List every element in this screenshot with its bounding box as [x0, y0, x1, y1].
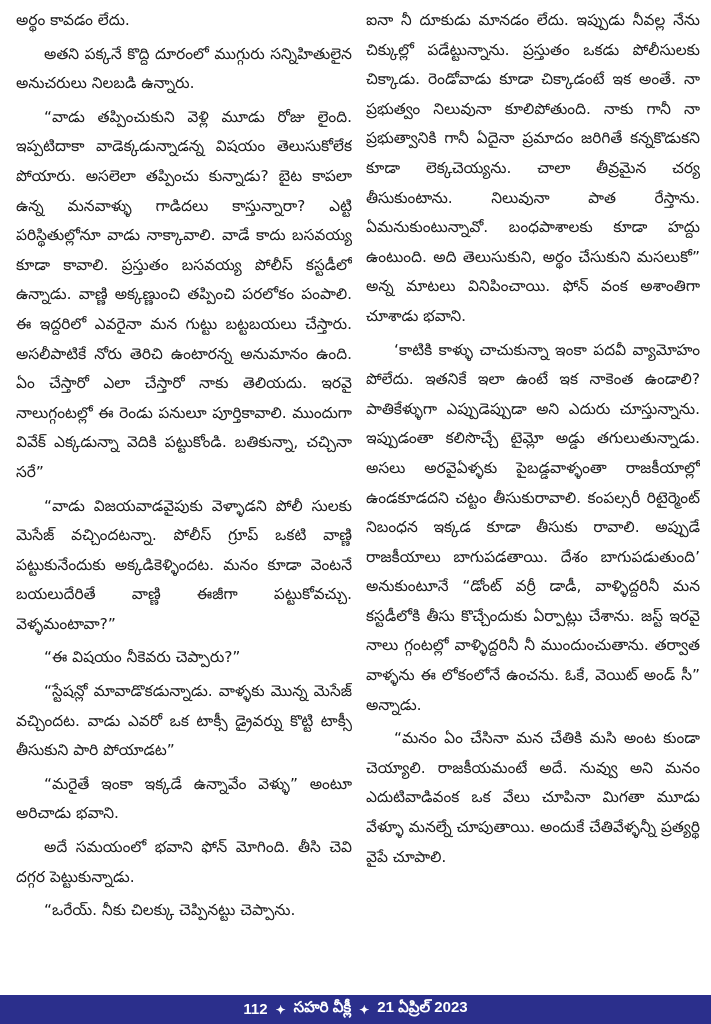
paragraph: “వాడు విజయవాడవైపుకు వెళ్ళాడని పోలీ సులకు మెసేజ్ వచ్చిందటన్నా. పోలీస్ గ్రూప్ ఒకటి వాణ్ణి పట్టుకునేందుకు అక్కడికెళ్ళిందట. మనం కూడా వెంటనే బయలుదేరితే వాణ్ణి ఈజీగా పట్టుకోవచ్చు. వెళ్ళమంటావా?”	[16, 496, 352, 633]
paragraph: అతని పక్కనే కొద్ది దూరంలో ముగ్గురు సన్నిహితులైన అనుచరులు నిలబడి ఉన్నారు.	[16, 44, 352, 93]
paragraph: “మనం ఏం చేసినా మన చేతికి మసి అంట కుండా చెయ్యాలి. రాజకీయమంటే అదే. నువ్వు అని మనం ఎదుటివాడివంక ఒక వేలు చూపినా మిగతా మూడు వేళ్ళూ మనల్నే చూపుతాయి. అందుకే చేతివేళ్ళన్నీ ప్రత్యర్థి వైపే చూపాలి.	[366, 729, 700, 866]
paragraph: “వాడు తప్పించుకుని వెళ్లి మూడు రోజు లైంది. ఇప్పటిదాకా వాడెక్కడున్నాడన్న విషయం తెలుసుకోలేక పోయారు. అసలెలా తప్పించు కున్నాడు? బైట కాపలా ఉన్న మనవాళ్ళు గాడిదలు కాస్తున్నారా? ఎట్టి పరిస్థితుల్లోనూ వాడు నాక్కావాలి. వాడే కాదు బసవయ్య కూడా కావాలి. ప్రస్తుతం బసవయ్య పోలీస్ కస్టడీలో ఉన్నాడు. వాణ్ణి అక్కణ్ణుంచి తప్పించి పరలోకం పంపాలి. ఈ ఇద్దరిలో ఎవరైనా మన గుట్టు బట్టబయలు చేస్తారు. అసలీపాటికే నోరు తెరిచి ఉంటారన్న అనుమానం ఉంది. ఏం చేస్తారో ఎలా చేస్తారో నాకు తెలియదు. ఇరవై నాలుగ్గంటల్లో ఈ రెండు పనులూ పూర్తికావాలి. ముందుగా వివేక్ ఎక్కడున్నా వెదికి పట్టుకోండి. బతికున్నా, చచ్చినా సరే”	[16, 107, 352, 481]
paragraph: ఐనా నీ దూకుడు మానడం లేదు. ఇప్పుడు నీవల్ల నేను చిక్కుల్లో పడేట్టున్నాను. ప్రస్తుతం ఒకడు పోలీసులకు చిక్కాడు. రెండోవాడు కూడా చిక్కాడంటే ఇక అంతే. నా ప్రభుత్వం నిలువునా కూలిపోతుంది. నాకు గానీ నా ప్రభుత్వానికి గానీ ఏదైనా ప్రమాదం జరిగితే కన్నకొడుకని కూడా లెక్కచెయ్యను. చాలా తీవ్రమైన చర్య తీసుకుంటాను. నిలువునా పాత రేస్తాను. ఏమనుకుంటున్నావో. బంధపాశాలకు కూడా హద్దు ఉంటుంది. అది తెలుసుకుని, అర్థం చేసుకుని మసలుకో” అన్న మాటలు వినిపించాయి. ఫోన్ వంక అశాంతిగా చూశాడు భవాని.	[366, 11, 700, 325]
star-separator-icon: ✦	[275, 1002, 286, 1017]
page-footer	[0, 995, 711, 1024]
paragraph: “మరైతే ఇంకా ఇక్కడే ఉన్నావేం వెళ్ళు” అంటూ అరిచాడు భవాని.	[16, 774, 352, 823]
magazine-name: సహరి వీక్లీ	[293, 999, 352, 1016]
left-column	[16, 6, 352, 986]
paragraph: ‘కాటికి కాళ్ళు చాచుకున్నా ఇంకా పదవీ వ్యామోహం పోలేదు. ఇతనికే ఇలా ఉంటే ఇక నాకెంత ఉండాలి? పాతికేళ్ళుగా ఎప్పుడెప్పుడా అని ఎదురు చూస్తున్నాను. ఇప్పుడంతా కలిసొచ్చే టైమ్లో అడ్డు తగులుతున్నాడు. అసలు అరవైఏళ్ళకు పైబడ్డవాళ్ళంతా రాజకీయాల్లో ఉండకూడదని చట్టం తీసుకురావాలి. కంపల్సరీ రిటైర్మెంట్ నిబంధన ఇక్కడ కూడా తీసుకు రావాలి. అప్పుడే రాజకీయాలు బాగుపడతాయి. దేశం బాగుపడుతుంది’ అనుకుంటూనే “డోంట్ వర్రీ డాడీ, వాళ్ళిద్దరినీ మన కస్టడీలోకి తీసు కొచ్చేందుకు ఏర్పాట్లు చేశాను. జస్ట్ ఇరవై నాలు గ్గంటల్లో వాళ్ళిద్దరినీ నీ ముందుంచుతాను. తర్వాత వాళ్ళను ఈ లోకంలోనే ఉంచను. ఓకే, వెయిట్ అండ్ సీ” అన్నాడు.	[366, 340, 700, 714]
page-number: 112	[243, 1001, 268, 1018]
right-column	[366, 6, 700, 986]
paragraph: “ఈ విషయం నీకెవరు చెప్పారు?”	[44, 648, 241, 667]
star-separator-icon: ✦	[359, 1002, 370, 1017]
paragraph: “ఒరేయ్. నీకు చిలక్కు చెప్పినట్టు చెప్పాను.	[44, 901, 296, 920]
paragraph: “స్టేషన్లో మావాడొకడున్నాడు. వాళ్ళకు మొన్న మెసేజ్ వచ్చిందట. వాడు ఎవరో ఒక టాక్సీ డ్రైవర్ను కొట్టి టాక్సీ తీసుకుని పారి పోయాడట”	[16, 682, 352, 760]
paragraph: అదే సమయంలో భవాని ఫోన్ మోగింది. తీసి చెవి దగ్గర పెట్టుకున్నాడు.	[16, 838, 352, 886]
issue-date: 21 ఏప్రిల్ 2023	[377, 999, 468, 1016]
paragraph: అర్థం కావడం లేదు.	[16, 11, 130, 29]
